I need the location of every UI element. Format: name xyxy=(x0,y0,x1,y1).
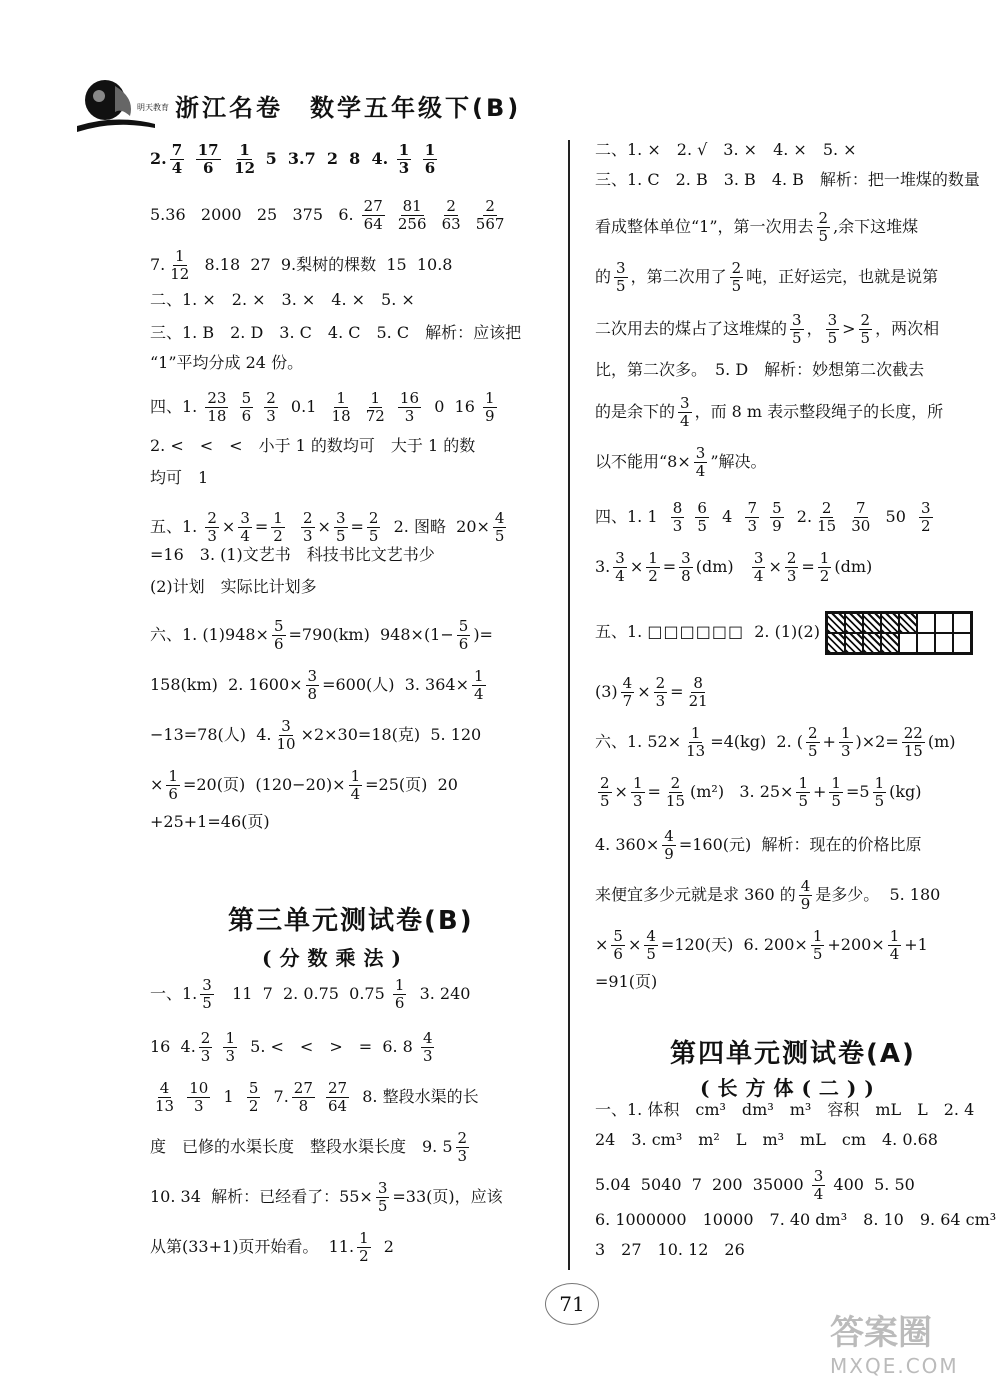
answer-line: =91(页) xyxy=(595,972,658,991)
answer-line: 的是余下的 $\frac{3}{4}$ ，而 8 m 表示整段绳子的长度，所 xyxy=(595,394,944,430)
answer-line: 三、1. C 2. B 3. B 4. B 解析：把一堆煤的数量 xyxy=(595,170,980,189)
answer-line: −13=78(人) 4. $\frac{3}{10}$ ×2×30=18(克) 5. 120 xyxy=(150,717,482,753)
answer-line: 四、1. $\frac{23}{18}$ $\frac{5}{6}$ $\frac{2}{3}$ 0.1 $\frac{1}{18}$ $\frac{1}{72}$ $\frac{16}{3}$ 0 16 $\frac{1}{9}$ xyxy=(150,389,495,425)
logo-icon xyxy=(75,78,169,134)
answer-line: 10. 34 解析：已经看了：55× $\frac{3}{5}$ =33(页)，应该 xyxy=(150,1179,503,1215)
answer-line: 3. $\frac{3}{4}$ × $\frac{1}{2}$ = $\frac{3}{8}$ (dm) $\frac{3}{4}$ × $\frac{2}{3}$ = $\frac{1}{2}$ (dm) xyxy=(595,549,873,585)
answer-line: 5.36 2000 25 375 6. $\frac{27}{64}$ $\frac{81}{256}$ $\frac{2}{63}$ $\frac{2}{567}$ xyxy=(150,197,505,233)
unit3-title: 第三单元测试卷(B) xyxy=(228,906,474,936)
answer-line: 看成整体单位“1”，第一次用去 $\frac{2}{5}$ ,余下这堆煤 xyxy=(595,209,919,245)
answer-line: 6. 1000000 10000 7. 40 dm³ 8. 10 9. 64 cm³ xyxy=(595,1210,997,1229)
answer-line: 二、1. × 2. √ 3. × 4. × 5. × xyxy=(595,140,857,159)
answer-line: 158(km) 2. 1600× $\frac{3}{8}$ =600(人) 3. 364× $\frac{1}{4}$ xyxy=(150,667,484,703)
page-header xyxy=(75,78,575,138)
answer-line: 均可 1 xyxy=(150,468,209,487)
answer-line: “1”平均分成 24 份。 xyxy=(150,353,304,372)
answer-line: 一、1. 体积 cm³ dm³ m³ 容积 mL L 2. 4 xyxy=(595,1100,975,1119)
answer-line: $\frac{4}{13}$ $\frac{10}{3}$ 1 $\frac{5}{2}$ 7. $\frac{27}{8}$ $\frac{27}{64}$ 8. 整段水渠的长 xyxy=(155,1079,479,1115)
answer-line: 比，第二次多。 5. D 解析：妙想第二次截去 xyxy=(595,360,925,379)
answer-line: (2)计划 实际比计划多 xyxy=(150,577,317,596)
answer-line: 4. 360× $\frac{4}{9}$ =160(元) 解析：现在的价格比原 xyxy=(595,827,922,863)
answer-line: 24 3. cm³ m² L m³ mL cm 4. 0.68 xyxy=(595,1130,938,1149)
fraction-grid xyxy=(825,611,973,655)
answer-line: 度 已修的水渠长度 整段水渠长度 9. 5 $\frac{2}{3}$ xyxy=(150,1129,468,1165)
answer-line: 来便宜多少元就是求 360 的 $\frac{4}{9}$ 是多少。 5. 180 xyxy=(595,877,941,913)
answer-line: 六、1. (1)948× $\frac{5}{6}$ =790(km) 948×(1− $\frac{5}{6}$ )= xyxy=(150,617,493,653)
watermark: 答案圈 MXQE.COM xyxy=(830,1313,959,1378)
answer-line: 16 4. $\frac{2}{3}$ $\frac{1}{3}$ 5. < < > = 6. 8 $\frac{4}{3}$ xyxy=(150,1029,433,1065)
answer-line: 五、1. $\frac{2}{3}$ × $\frac{3}{4}$ = $\frac{1}{2}$ $\frac{2}{3}$ × $\frac{3}{5}$ = $\frac{2}{5}$ 2. 图略 20× $\frac{4}{5}$ xyxy=(150,509,505,545)
answer-line: 的 $\frac{3}{5}$ ，第二次用了 $\frac{2}{5}$ 吨，正好运完，也就是说第 xyxy=(595,259,939,295)
answer-line: 三、1. B 2. D 3. C 4. C 5. C 解析：应该把 xyxy=(150,323,522,342)
answer-line: 以不能用“8× $\frac{3}{4}$ ”解决。 xyxy=(595,444,767,480)
page-number: 71 xyxy=(545,1283,599,1325)
unit3-subtitle: (分数乘法) xyxy=(262,946,409,970)
answer-line: 一、1. $\frac{3}{5}$ 11 7 2. 0.75 0.75 $\frac{1}{6}$ 3. 240 xyxy=(150,976,471,1012)
answer-line: +25+1=46(页) xyxy=(150,812,270,831)
answer-line: 2. $\frac{7}{4}$ $\frac{17}{6}$ $\frac{1}{12}$ 5 3.7 2 8 4. $\frac{1}{3}$ $\frac{1}{6}$ xyxy=(150,141,436,177)
column-divider xyxy=(568,140,570,1270)
answer-line: 二、1. × 2. × 3. × 4. × 5. × xyxy=(150,290,415,309)
answer-line: 六、1. 52× $\frac{1}{13}$ =4(kg) 2. ( $\frac{2}{5}$ + $\frac{1}{3}$ )×2= $\frac{22}{15}$ (m) xyxy=(595,724,956,760)
answer-line: =16 3. (1)文艺书 科技书比文艺书少 xyxy=(150,545,435,564)
answer-line: × $\frac{5}{6}$ × $\frac{4}{5}$ =120(天) 6. 200× $\frac{1}{5}$ +200× $\frac{1}{4}$ +1 xyxy=(595,927,928,963)
answer-line: 7. $\frac{1}{12}$ 8.18 27 9.梨树的棵数 15 10.8 xyxy=(150,247,453,283)
answer-line: 二次用去的煤占了这堆煤的 $\frac{3}{5}$ ， $\frac{3}{5}$ > $\frac{2}{5}$ ，两次相 xyxy=(595,311,940,347)
answer-line: 3 27 10. 12 26 xyxy=(595,1240,745,1259)
answer-line: (3) $\frac{4}{7}$ × $\frac{2}{3}$ = $\frac{8}{21}$ xyxy=(595,674,708,710)
answer-line: 从第(33+1)页开始看。 11. $\frac{1}{2}$ 2 xyxy=(150,1229,394,1265)
answer-line: $\frac{2}{5}$ × $\frac{1}{3}$ = $\frac{2}{15}$ (m²) 3. 25× $\frac{1}{5}$ + $\frac{1}{5}$ =5 $\frac{1}{5}$ (kg) xyxy=(600,774,922,810)
answer-line: × $\frac{1}{6}$ =20(页) (120−20)× $\frac{1}{4}$ =25(页) 20 xyxy=(150,767,458,803)
unit4-title: 第四单元测试卷(A) xyxy=(670,1039,916,1069)
answer-line: 四、1. 1 $\frac{8}{3}$ $\frac{6}{5}$ 4 $\frac{7}{3}$ $\frac{5}{9}$ 2. $\frac{2}{15}$ $\frac{7}{30}$ 50 $\frac{3}{2}$ xyxy=(595,499,931,535)
answer-line: 2. < < < 小于 1 的数均可 大于 1 的数 xyxy=(150,436,476,455)
unit4-subtitle: (长方体(二)) xyxy=(700,1076,882,1100)
answer-line: 5.04 5040 7 200 35000 $\frac{3}{4}$ 400 5. 50 xyxy=(595,1167,915,1203)
svg-text:明天教育: 明天教育 xyxy=(137,103,169,112)
header-title: 浙江名卷 数学五年级下(B) xyxy=(175,94,522,122)
answer-line: 五、1. □□□□□□ 2. (1)(2) xyxy=(595,610,973,654)
